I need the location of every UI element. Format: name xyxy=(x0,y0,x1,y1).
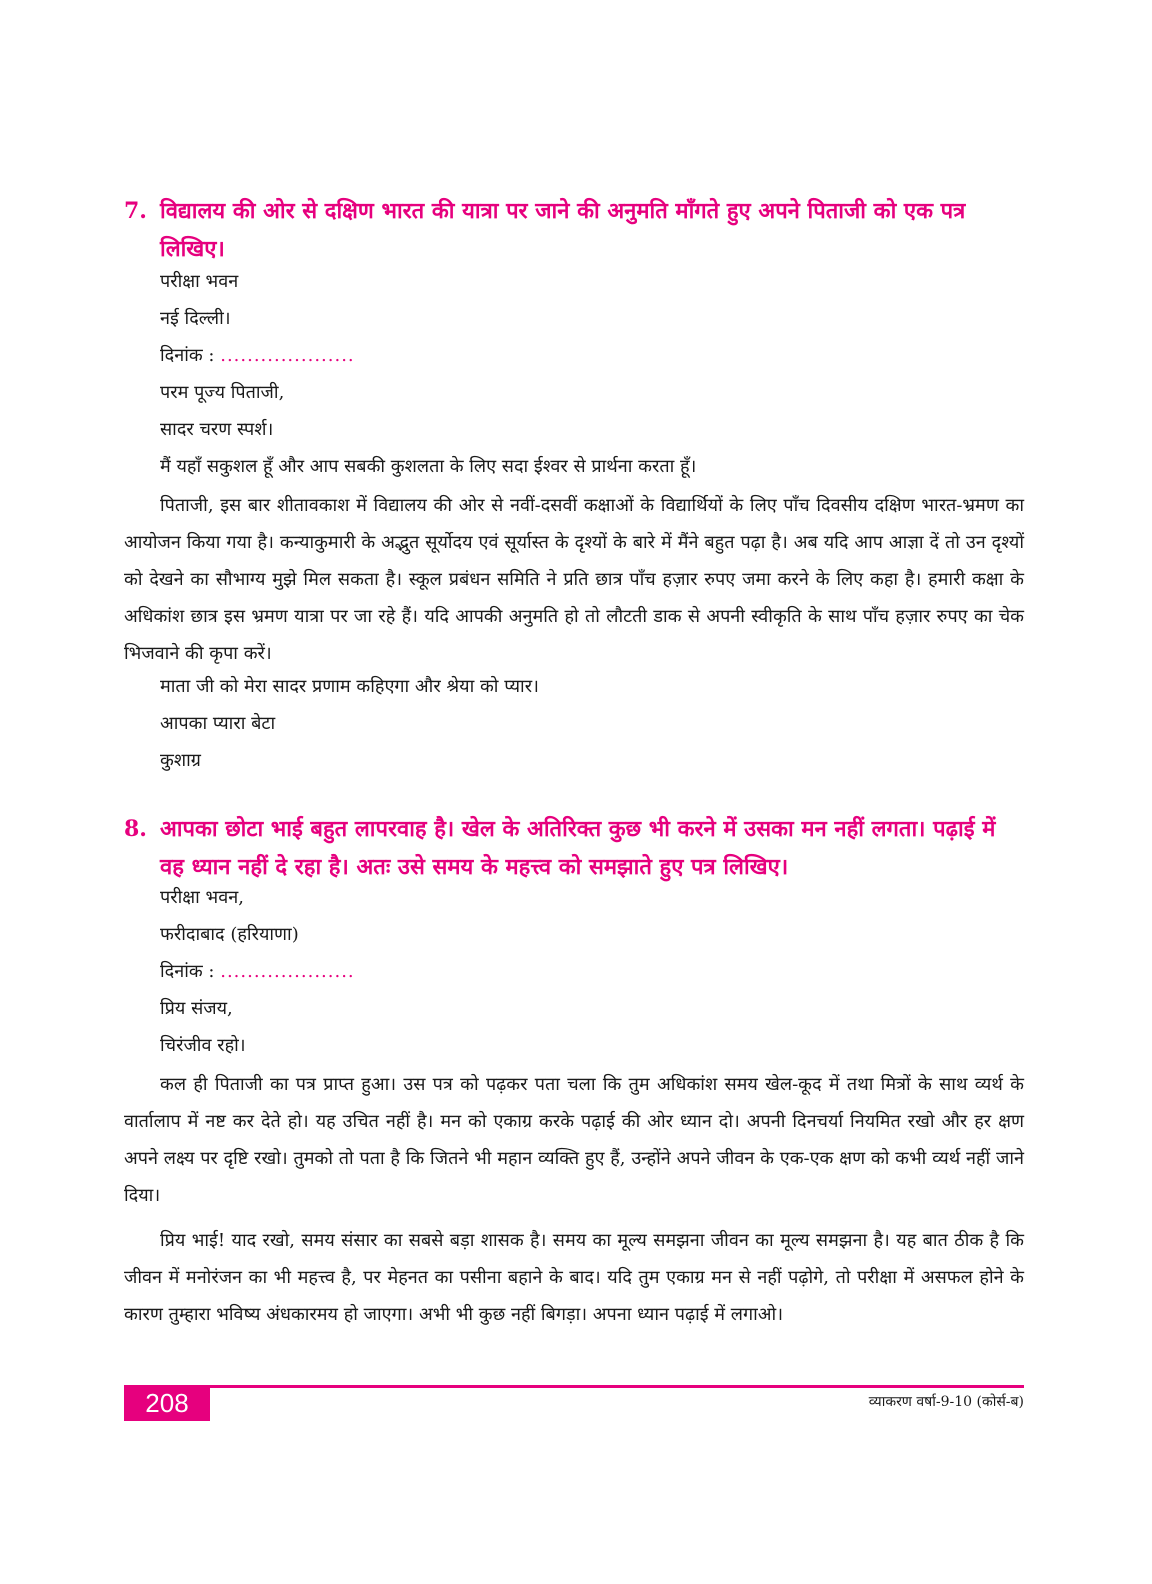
question-7-number: 7. xyxy=(124,198,147,224)
q7-body-paragraph: पिताजी, इस बार शीतावकाश में विद्यालय की ओर से नवीं-दसवीं कक्षाओं के विद्यार्थियों के लिए पाँच दिवसीय दक्षिण भारत-भ्रमण का आयोजन किया गया है। कन्याकुमारी के अद्भुत सूर्योदय एवं सूर्यास्त के दृश्यों के बारे में मैंने बहुत पढ़ा है। अब यदि आप आज्ञा दें तो उन दृश्यों को देखने का सौभाग्य मुझे मिल सकता है। स्कूल प्रबंधन समिति ने प्रति छात्र पाँच हज़ार रुपए जमा करने के लिए कहा है। हमारी कक्षा के अधिकांश छात्र इस भ्रमण यात्रा पर जा रहे हैं। यदि आपकी अनुमति हो तो लौटती डाक से अपनी स्वीकृति के साथ पाँच हज़ार रुपए का चेक भिजवाने की कृपा करें। xyxy=(124,495,1024,664)
q8-address-line2: फरीदाबाद (हरियाणा) xyxy=(160,924,299,945)
question-8-title: आपका छोटा भाई बहुत लापरवाह है। खेल के अतिरिक्त कुछ भी करने में उसका मन नहीं लगता। पढ़ाई में वह ध्यान नहीं दे रहा है। अतः उसे समय के महत्त्व को समझाते हुए पत्र लिखिए। xyxy=(160,816,996,880)
page-number: 208 xyxy=(124,1385,210,1421)
q7-salutation: परम पूज्य पिताजी, xyxy=(160,382,285,403)
q8-address-line1: परीक्षा भवन, xyxy=(160,887,244,908)
q7-opening: मैं यहाँ सकुशल हूँ और आप सबकी कुशलता के लिए सदा ईश्वर से प्रार्थना करता हूँ। xyxy=(160,456,697,477)
q7-address-line1: परीक्षा भवन xyxy=(160,271,239,292)
q7-closing: माता जी को मेरा सादर प्रणाम कहिएगा और श्रेया को प्यार। xyxy=(160,676,539,697)
question-7-heading xyxy=(124,192,1024,272)
footer-rule xyxy=(124,1385,1024,1388)
book-title: व्याकरण वर्षा-9-10 (कोर्स-ब) xyxy=(868,1394,1024,1410)
q8-greeting: चिरंजीव रहो। xyxy=(160,1035,246,1056)
q8-date-label: दिनांक : xyxy=(160,961,215,982)
q7-date-blank: .................... xyxy=(220,345,355,366)
q7-address-line2: नई दिल्ली। xyxy=(160,308,231,329)
q7-greeting: सादर चरण स्पर्श। xyxy=(160,419,274,440)
question-8-number: 8. xyxy=(124,816,147,842)
q7-date-label: दिनांक : xyxy=(160,345,215,366)
question-8-heading xyxy=(124,810,1024,890)
q7-date-line xyxy=(160,344,355,368)
q8-salutation: प्रिय संजय, xyxy=(160,998,233,1019)
q8-body-paragraph-2: प्रिय भाई! याद रखो, समय संसार का सबसे बड़ा शासक है। समय का मूल्य समझना जीवन का मूल्य समझना है। यह बात ठीक है कि जीवन में मनोरंजन का भी महत्त्व है, पर मेहनत का पसीना बहाने के बाद। यदि तुम एकाग्र मन से नहीं पढ़ोगे, तो परीक्षा में असफल होने के कारण तुम्हारा भविष्य अंधकारमय हो जाएगा। अभी भी कुछ नहीं बिगड़ा। अपना ध्यान पढ़ाई में लगाओ। xyxy=(124,1230,1024,1325)
q8-date-line xyxy=(160,960,355,984)
question-7-title: विद्यालय की ओर से दक्षिण भारत की यात्रा पर जाने की अनुमति माँगते हुए अपने पिताजी को एक पत्र लिखिए। xyxy=(160,198,966,262)
q7-signature-name: कुशाग्र xyxy=(160,750,201,771)
q7-signoff: आपका प्यारा बेटा xyxy=(160,713,276,734)
q8-date-blank: .................... xyxy=(220,961,355,982)
q8-body-paragraph-1: कल ही पिताजी का पत्र प्राप्त हुआ। उस पत्र को पढ़कर पता चला कि तुम अधिकांश समय खेल-कूद में तथा मित्रों के साथ व्यर्थ के वार्तालाप में नष्ट कर देते हो। यह उचित नहीं है। मन को एकाग्र करके पढ़ाई की ओर ध्यान दो। अपनी दिनचर्या नियमित रखो और हर क्षण अपने लक्ष्य पर दृष्टि रखो। तुमको तो पता है कि जितने भी महान व्यक्ति हुए हैं, उन्होंने अपने जीवन के एक-एक क्षण को कभी व्यर्थ नहीं जाने दिया। xyxy=(124,1074,1024,1206)
